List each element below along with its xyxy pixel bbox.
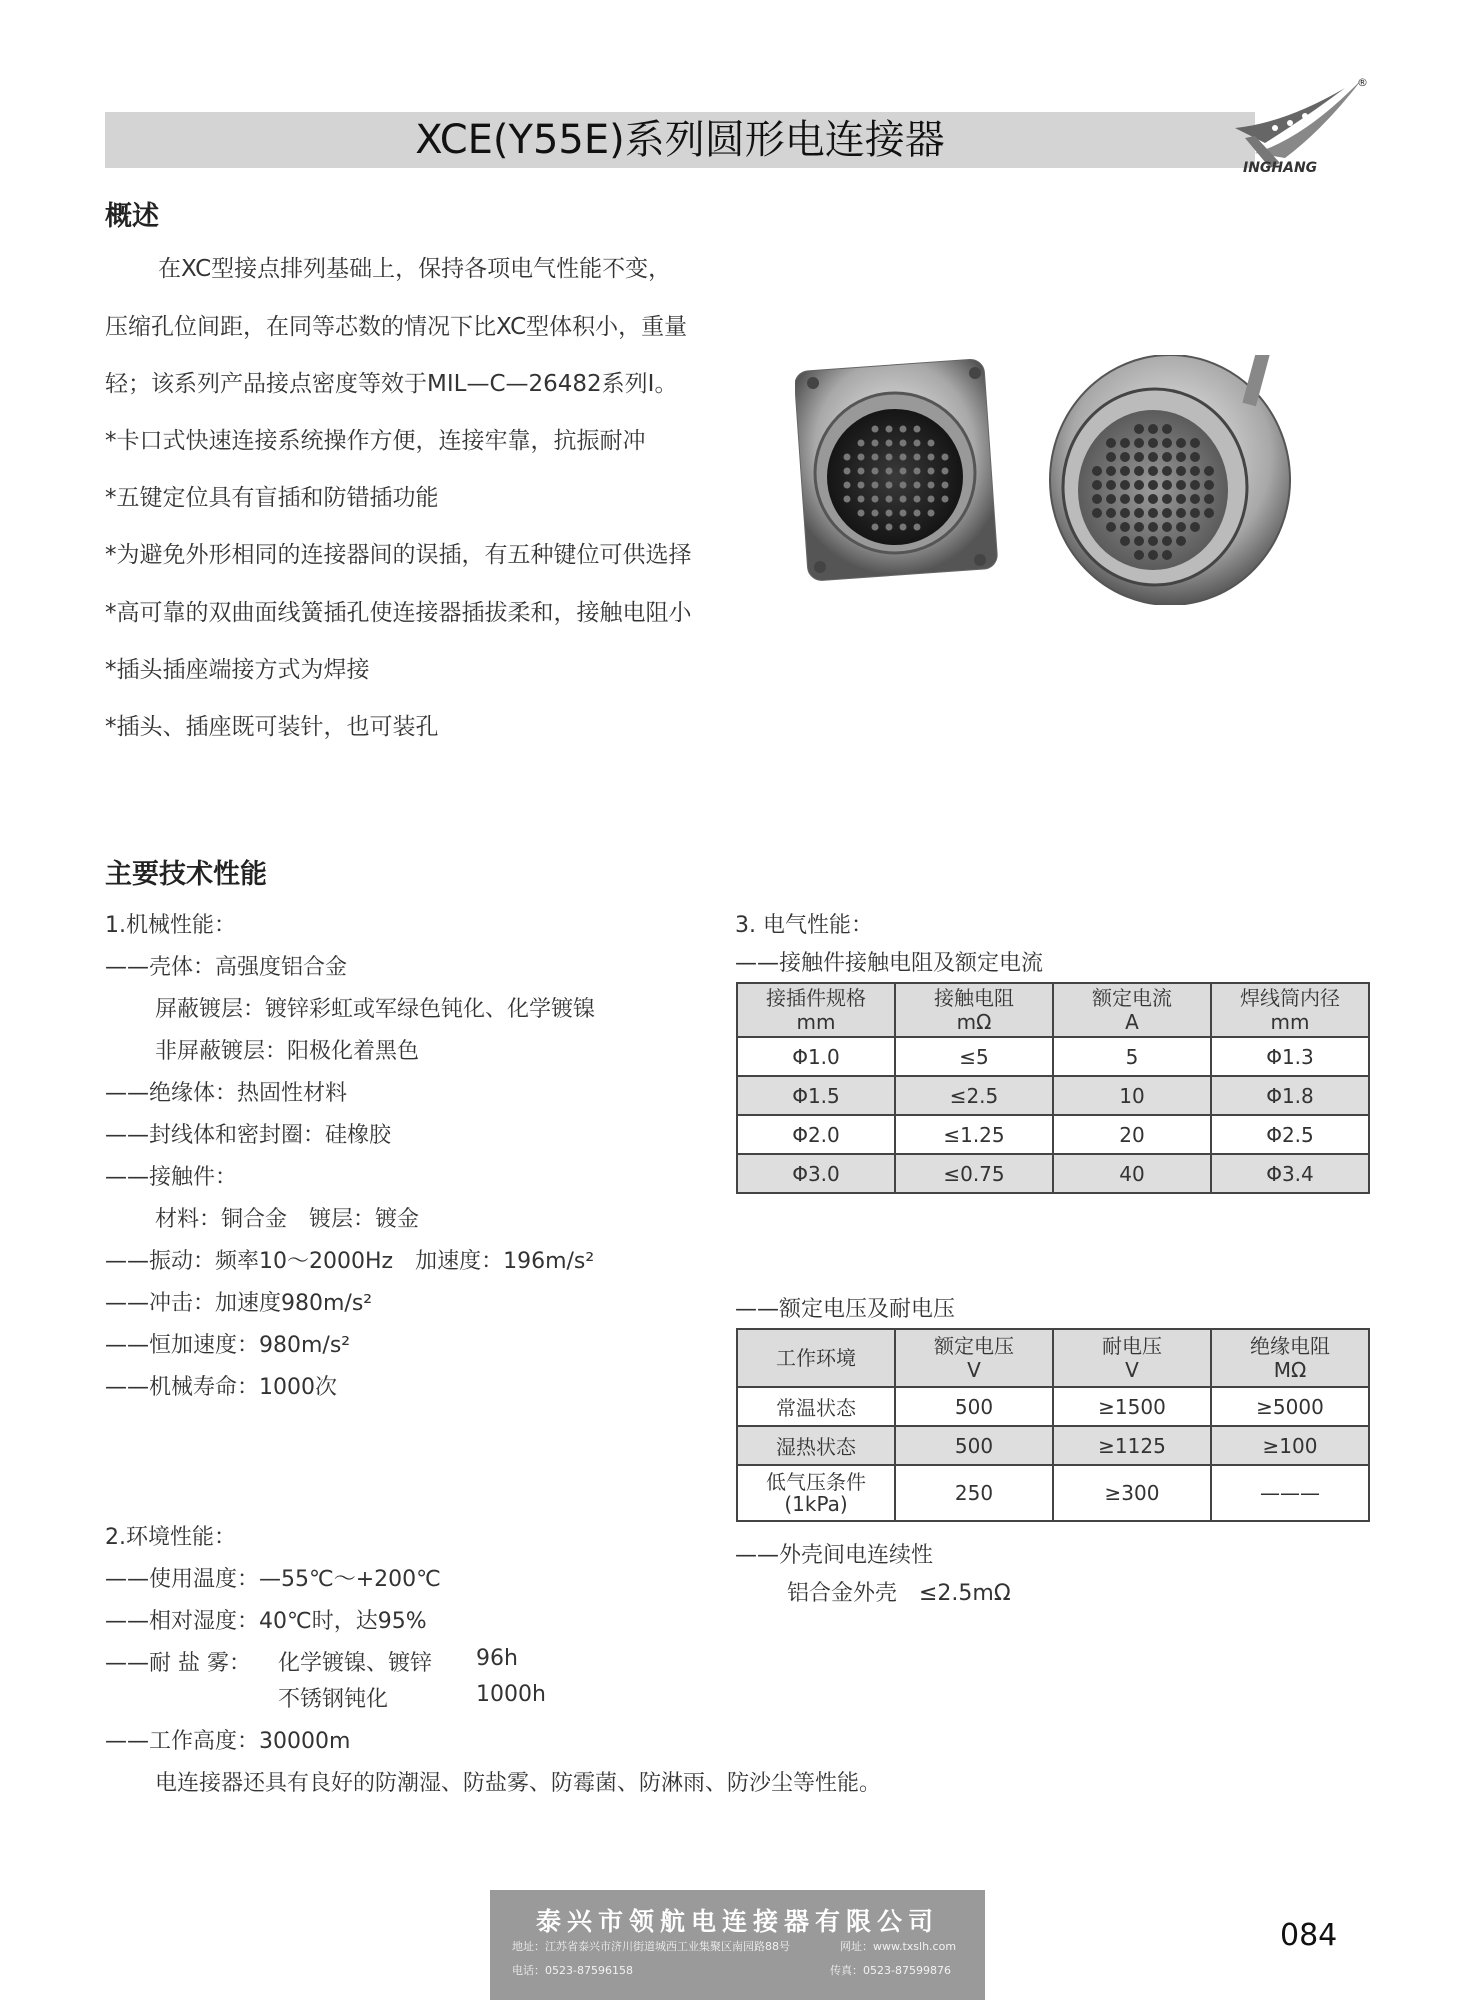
pin-hole <box>1134 494 1144 504</box>
electrical-title: 3. 电气性能： <box>735 913 873 938</box>
table-cell: Φ2.5 <box>1211 1115 1369 1154</box>
spec-line: ——冲击：加速度980m/s² <box>105 1291 373 1316</box>
pin-hole <box>858 482 865 489</box>
pin-hole <box>1134 550 1144 560</box>
pin-hole <box>1092 480 1102 490</box>
environmental-title: 2.环境性能： <box>105 1525 236 1550</box>
pin-hole <box>914 524 921 531</box>
salt-spray-label: ——耐 盐 雾： <box>105 1651 251 1676</box>
pin-hole <box>928 496 935 503</box>
contact-table <box>736 982 1370 1194</box>
table-cell: ≤1.25 <box>895 1115 1053 1154</box>
table-cell: ——— <box>1211 1465 1369 1521</box>
pin-hole <box>1176 452 1186 462</box>
pin-hole <box>886 440 893 447</box>
pin-hole <box>1106 438 1116 448</box>
table-cell: Φ2.0 <box>737 1115 895 1154</box>
pin-hole <box>1176 438 1186 448</box>
spec-line: 屏蔽镀层：镀锌彩虹或军绿色钝化、化学镀镍 <box>155 997 596 1022</box>
pin-hole <box>1162 480 1172 490</box>
pin-hole <box>872 468 879 475</box>
pin-hole <box>1120 480 1130 490</box>
pin-hole <box>1120 452 1130 462</box>
table-cell: Φ3.4 <box>1211 1154 1369 1193</box>
pin-hole <box>1204 480 1214 490</box>
table-header-cell: 额定电压 V <box>895 1329 1053 1387</box>
pin-hole <box>900 524 907 531</box>
pin-hole <box>1176 508 1186 518</box>
pin-hole <box>886 468 893 475</box>
table-cell: ≥1500 <box>1053 1387 1211 1426</box>
overview-line: 在XC型接点排列基础上，保持各项电气性能不变， <box>158 256 672 282</box>
company-name: 泰兴市领航电连接器有限公司 <box>535 1907 939 1936</box>
spec-line: ——恒加速度：980m/s² <box>105 1333 351 1358</box>
pin-hole <box>1148 438 1158 448</box>
pin-hole <box>1106 466 1116 476</box>
pin-hole <box>1106 452 1116 462</box>
pin-hole <box>872 454 879 461</box>
salt-spray-item: 不锈钢钝化 <box>278 1687 389 1712</box>
pin-hole <box>900 426 907 433</box>
pin-hole <box>858 468 865 475</box>
company-phone: 电话：0523-87596158 <box>512 1964 633 1977</box>
pin-hole <box>928 454 935 461</box>
pin-hole <box>1134 480 1144 490</box>
table-cell: 20 <box>1053 1115 1211 1154</box>
pin-hole <box>928 468 935 475</box>
table-row <box>737 1076 1369 1115</box>
feature-item: *为避免外形相同的连接器间的误插，有五种键位可供选择 <box>105 542 692 568</box>
pin-hole <box>1176 522 1186 532</box>
table-cell: 10 <box>1053 1076 1211 1115</box>
feature-item: *高可靠的双曲面线簧插孔使连接器插拔柔和，接触电阻小 <box>105 600 692 626</box>
pin-hole <box>1162 522 1172 532</box>
pin-hole <box>1120 494 1130 504</box>
receptacle-image <box>795 359 998 582</box>
pin-hole <box>1120 522 1130 532</box>
pin-hole <box>1106 522 1116 532</box>
feature-item: *插头插座端接方式为焊接 <box>105 657 370 683</box>
company-website: 网址：www.txslh.com <box>840 1940 957 1953</box>
pin-hole <box>1134 508 1144 518</box>
pin-hole <box>886 426 893 433</box>
salt-spray-value: 1000h <box>476 1682 546 1707</box>
plug-image <box>1050 355 1290 605</box>
pin-hole <box>1162 550 1172 560</box>
spec-line: ——使用温度：—55℃～+200℃ <box>105 1567 441 1592</box>
pin-hole <box>1162 508 1172 518</box>
pin-hole <box>928 482 935 489</box>
overview-heading: 概述 <box>105 201 159 232</box>
table-cell: Φ1.5 <box>737 1076 895 1115</box>
feature-item: *卡口式快速连接系统操作方便，连接牢靠，抗振耐冲 <box>105 428 646 454</box>
pin-hole <box>886 510 893 517</box>
connector-photo <box>795 355 1295 605</box>
table-cell: ≤2.5 <box>895 1076 1053 1115</box>
pin-hole <box>858 510 865 517</box>
spec-line: 非屏蔽镀层：阳极化着黑色 <box>155 1039 420 1064</box>
pin-hole <box>872 496 879 503</box>
registered-mark: ® <box>1357 76 1368 89</box>
table-cell: Φ1.8 <box>1211 1076 1369 1115</box>
pin-hole <box>914 468 921 475</box>
salt-spray-value: 96h <box>476 1646 518 1671</box>
environment-note: 电连接器还具有良好的防潮湿、防盐雾、防霉菌、防淋雨、防沙尘等性能。 <box>155 1771 882 1796</box>
pin-hole <box>1134 438 1144 448</box>
pin-hole <box>914 426 921 433</box>
spec-line: ——封线体和密封圈：硅橡胶 <box>105 1123 392 1148</box>
voltage-table <box>736 1328 1370 1522</box>
pin-hole <box>1120 536 1130 546</box>
pin-hole <box>942 454 949 461</box>
pin-hole <box>844 468 851 475</box>
pin-hole <box>872 524 879 531</box>
pin-hole <box>886 482 893 489</box>
pin-hole <box>1120 466 1130 476</box>
table-cell: 500 <box>895 1387 1053 1426</box>
pin-hole <box>858 440 865 447</box>
pin-hole <box>914 496 921 503</box>
pin-hole <box>872 426 879 433</box>
pin-hole <box>1106 480 1116 490</box>
pin-hole <box>872 482 879 489</box>
pin-hole <box>914 482 921 489</box>
pin-hole <box>886 454 893 461</box>
pin-hole <box>1190 480 1200 490</box>
table-row <box>737 1387 1369 1426</box>
pin-hole <box>1190 494 1200 504</box>
table-cell: 湿热状态 <box>737 1426 895 1465</box>
overview-line: 轻；该系列产品接点密度等效于MIL—C—26482系列Ⅰ。 <box>105 371 678 397</box>
pin-hole <box>872 440 879 447</box>
table-row <box>737 1115 1369 1154</box>
table-header-row <box>737 1329 1369 1387</box>
table-header-cell: 额定电流 A <box>1053 983 1211 1037</box>
logo-text: INGHANG <box>1243 160 1318 176</box>
table-cell: 40 <box>1053 1154 1211 1193</box>
pin-hole <box>1148 508 1158 518</box>
pin-hole <box>1162 452 1172 462</box>
pin-hole <box>1190 466 1200 476</box>
pin-hole <box>1134 522 1144 532</box>
pin-hole <box>928 440 935 447</box>
table-row <box>737 1426 1369 1465</box>
spec-line: ——机械寿命：1000次 <box>105 1375 337 1400</box>
pin-hole <box>900 440 907 447</box>
pin-hole <box>942 468 949 475</box>
pin-hole <box>1148 466 1158 476</box>
table-row <box>737 1037 1369 1076</box>
pin-hole <box>1162 536 1172 546</box>
table-cell: Φ1.0 <box>737 1037 895 1076</box>
table-header-cell: 绝缘电阻 MΩ <box>1211 1329 1369 1387</box>
company-address: 地址：江苏省泰兴市济川街道城西工业集聚区南园路88号 <box>512 1940 790 1953</box>
table-cell: 低气压条件 (1kPa) <box>737 1465 895 1521</box>
pin-hole <box>942 482 949 489</box>
pin-hole <box>914 440 921 447</box>
table-cell: 250 <box>895 1465 1053 1521</box>
pin-hole <box>1148 480 1158 490</box>
pin-hole <box>1176 494 1186 504</box>
pin-hole <box>1134 424 1144 434</box>
pin-hole <box>872 510 879 517</box>
table-header-row <box>737 983 1369 1037</box>
table-cell: ≥5000 <box>1211 1387 1369 1426</box>
pin-hole <box>900 482 907 489</box>
pin-hole <box>1162 494 1172 504</box>
continuity-title: ——外壳间电连续性 <box>735 1543 934 1568</box>
pin-hole <box>1162 424 1172 434</box>
overview-line: 压缩孔位间距，在同等芯数的情况下比XC型体积小，重量 <box>105 314 688 340</box>
pin-hole <box>1176 480 1186 490</box>
table-cell: 500 <box>895 1426 1053 1465</box>
spec-line: ——绝缘体：热固性材料 <box>105 1081 348 1106</box>
company-logo <box>1225 68 1375 178</box>
pin-hole <box>1190 522 1200 532</box>
pin-hole <box>1190 438 1200 448</box>
specs-heading: 主要技术性能 <box>105 859 267 890</box>
table-cell: ≥100 <box>1211 1426 1369 1465</box>
pin-hole <box>1148 452 1158 462</box>
table-cell: Φ1.3 <box>1211 1037 1369 1076</box>
table-header-cell: 工作环境 <box>737 1329 895 1387</box>
pin-hole <box>900 510 907 517</box>
pin-hole <box>1134 466 1144 476</box>
company-fax: 传真：0523-87599876 <box>830 1964 951 1977</box>
page-number: 084 <box>1280 1918 1338 1953</box>
spec-line: ——接触件： <box>105 1165 238 1190</box>
table-cell: Φ3.0 <box>737 1154 895 1193</box>
pin-hole <box>1190 508 1200 518</box>
pin-hole <box>886 524 893 531</box>
table-row <box>737 1154 1369 1193</box>
table-header-cell: 接插件规格 mm <box>737 983 895 1037</box>
table-header-cell: 耐电压 V <box>1053 1329 1211 1387</box>
pin-hole <box>1120 508 1130 518</box>
table-row <box>737 1465 1369 1521</box>
table-cell: ≤5 <box>895 1037 1053 1076</box>
pin-hole <box>1162 466 1172 476</box>
pin-hole <box>900 468 907 475</box>
pin-hole <box>1148 424 1158 434</box>
continuity-value: 铝合金外壳 ≤2.5mΩ <box>787 1581 1011 1606</box>
pin-hole <box>858 454 865 461</box>
table-cell: ≥300 <box>1053 1465 1211 1521</box>
pin-hole <box>1134 452 1144 462</box>
feature-item: *五键定位具有盲插和防错插功能 <box>105 485 439 511</box>
pin-hole <box>900 454 907 461</box>
pin-hole <box>844 454 851 461</box>
mechanical-title: 1.机械性能： <box>105 913 236 938</box>
pin-hole <box>1204 494 1214 504</box>
pin-hole <box>1092 494 1102 504</box>
pin-hole <box>844 482 851 489</box>
pin-hole <box>1148 522 1158 532</box>
pin-hole <box>1148 536 1158 546</box>
table-cell: 5 <box>1053 1037 1211 1076</box>
pin-hole <box>1176 466 1186 476</box>
pin-hole <box>844 496 851 503</box>
pin-hole <box>1106 508 1116 518</box>
pin-hole <box>914 454 921 461</box>
pin-hole <box>1148 494 1158 504</box>
spec-line: ——振动：频率10～2000Hz 加速度：196m/s² <box>105 1249 595 1274</box>
spec-line: ——工作高度：30000m <box>105 1729 351 1754</box>
pin-hole <box>1162 438 1172 448</box>
pin-hole <box>942 496 949 503</box>
spec-line: ——壳体：高强度铝合金 <box>105 955 348 980</box>
table-cell: ≥1125 <box>1053 1426 1211 1465</box>
spec-line: 材料：铜合金 镀层：镀金 <box>155 1207 420 1232</box>
contact-table-title: ——接触件接触电阻及额定电流 <box>735 951 1044 976</box>
pin-hole <box>914 510 921 517</box>
pin-hole <box>1092 508 1102 518</box>
table-header-cell: 焊线筒内径 mm <box>1211 983 1369 1037</box>
table-cell: 常温状态 <box>737 1387 895 1426</box>
spec-line: ——相对湿度：40℃时，达95% <box>105 1609 427 1634</box>
feature-item: *插头、插座既可装针，也可装孔 <box>105 714 439 740</box>
pin-hole <box>1092 466 1102 476</box>
pin-hole <box>1204 508 1214 518</box>
pin-hole <box>900 496 907 503</box>
pin-hole <box>1148 550 1158 560</box>
pin-hole <box>1176 536 1186 546</box>
pin-hole <box>1106 494 1116 504</box>
pin-hole <box>1120 438 1130 448</box>
pin-hole <box>858 496 865 503</box>
salt-spray-item: 化学镀镍、镀锌 <box>278 1651 433 1676</box>
page-title: XCE(Y55E)系列圆形电连接器 <box>415 117 945 163</box>
voltage-table-title: ——额定电压及耐电压 <box>735 1297 956 1322</box>
pin-hole <box>1204 466 1214 476</box>
pin-hole <box>1190 452 1200 462</box>
pin-hole <box>1134 536 1144 546</box>
pin-hole <box>886 496 893 503</box>
table-cell: ≤0.75 <box>895 1154 1053 1193</box>
table-header-cell: 接触电阻 mΩ <box>895 983 1053 1037</box>
pin-hole <box>928 510 935 517</box>
